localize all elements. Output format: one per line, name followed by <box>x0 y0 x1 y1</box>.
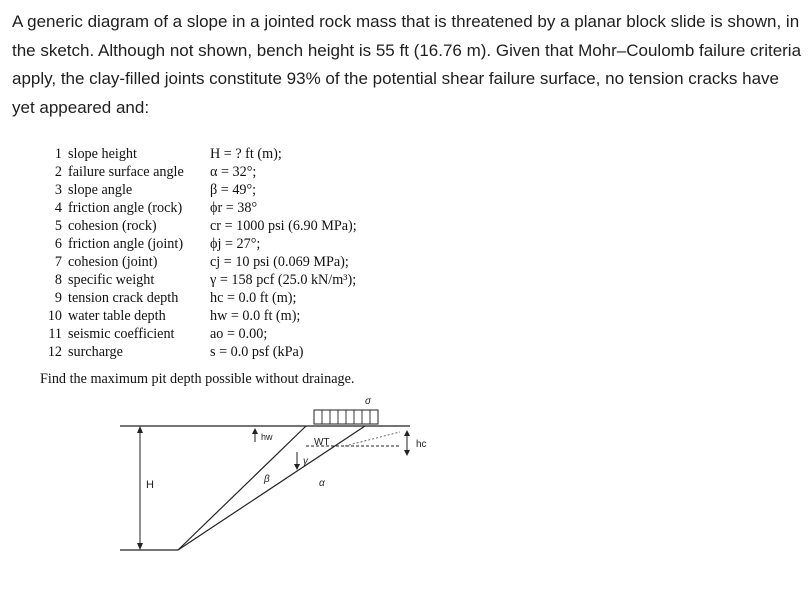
slope-angle-label: β <box>264 474 270 485</box>
parameter-name: slope height <box>68 146 137 162</box>
parameter-row <box>40 271 357 289</box>
parameter-value: H = ? ft (m); <box>210 146 282 162</box>
crack-depth-label: hc <box>416 439 427 450</box>
failure-plane-line <box>178 426 365 550</box>
parameter-row <box>40 253 357 271</box>
surcharge-label: σ <box>365 396 372 407</box>
failure-angle-label: α <box>319 478 325 489</box>
parameter-number: 8 <box>54 272 62 288</box>
water-depth-label: hw <box>261 432 273 442</box>
parameter-number: 11 <box>48 326 62 342</box>
parameter-number: 10 <box>47 308 62 324</box>
slope-face-line <box>178 426 306 550</box>
parameter-name: failure surface angle <box>68 164 184 180</box>
parameter-name: seismic coefficient <box>68 326 175 342</box>
parameter-name: cohesion (joint) <box>68 254 158 270</box>
parameter-name: water table depth <box>68 308 166 324</box>
parameter-value: cj = 10 psi (0.069 MPa); <box>210 254 349 270</box>
parameter-name: slope angle <box>68 182 133 198</box>
parameter-name: friction angle (rock) <box>68 200 183 216</box>
water-table-label: WT <box>314 437 330 448</box>
height-label: H <box>146 479 154 491</box>
parameter-value: γ = 158 pcf (25.0 kN/m³); <box>210 272 357 288</box>
parameter-value: ϕj = 27°; <box>210 236 261 252</box>
parameter-value: cr = 1000 psi (6.90 MPa); <box>210 218 357 234</box>
parameter-number: 9 <box>54 290 62 306</box>
parameter-number: 5 <box>54 218 62 234</box>
parameter-number: 4 <box>54 200 62 216</box>
question-text: A generic diagram of a slope in a jointed rock mass that is threatened by a planar block slide is shown, in the sketch. Although not shown, bench height is 55 ft (16.76 m). Given that Mohr–Coulomb failure criteria apply, the clay-filled joints constitute 93% of the potential shear failure surface, no tension cracks have yet appeared and: <box>12 12 802 117</box>
parameter-row <box>40 343 357 361</box>
parameter-name: cohesion (rock) <box>68 218 157 234</box>
parameter-value: β = 49°; <box>210 182 257 198</box>
parameter-row <box>40 217 357 235</box>
parameter-row <box>40 307 357 325</box>
parameter-number: 2 <box>54 164 62 180</box>
crack-depth-arrow-top <box>404 430 410 436</box>
height-arrow-bottom <box>137 543 143 550</box>
slope-diagram <box>0 390 811 560</box>
find-instruction: Find the maximum pit depth possible without drainage. <box>40 371 355 387</box>
parameter-value: α = 32°; <box>210 164 257 180</box>
parameter-number: 12 <box>47 344 62 360</box>
parameter-name: friction angle (joint) <box>68 236 184 252</box>
parameter-number: 3 <box>54 182 62 198</box>
water-depth-arrow <box>252 428 258 434</box>
parameter-name: tension crack depth <box>68 290 179 306</box>
parameter-row <box>40 181 357 199</box>
parameter-row <box>40 145 357 163</box>
unit-weight-label: γ <box>303 456 308 467</box>
parameter-value: s = 0.0 psf (kPa) <box>210 344 304 360</box>
parameter-number: 7 <box>54 254 62 270</box>
parameter-row <box>40 235 357 253</box>
parameter-row <box>40 325 357 343</box>
parameter-number: 6 <box>54 236 62 252</box>
height-arrow-top <box>137 426 143 433</box>
parameter-row <box>40 289 357 307</box>
parameter-table <box>40 145 357 361</box>
surcharge-arrows <box>322 410 370 424</box>
parameter-number: 1 <box>54 146 62 162</box>
parameter-row <box>40 163 357 181</box>
parameter-value: hw = 0.0 ft (m); <box>210 308 301 324</box>
parameter-value: ao = 0.00; <box>210 326 268 342</box>
parameter-name: surcharge <box>68 344 123 360</box>
parameter-value: ϕr = 38° <box>210 200 258 216</box>
crack-depth-arrow-bottom <box>404 450 410 456</box>
parameter-row <box>40 199 357 217</box>
parameter-name: specific weight <box>68 272 155 288</box>
parameter-value: hc = 0.0 ft (m); <box>210 290 297 306</box>
